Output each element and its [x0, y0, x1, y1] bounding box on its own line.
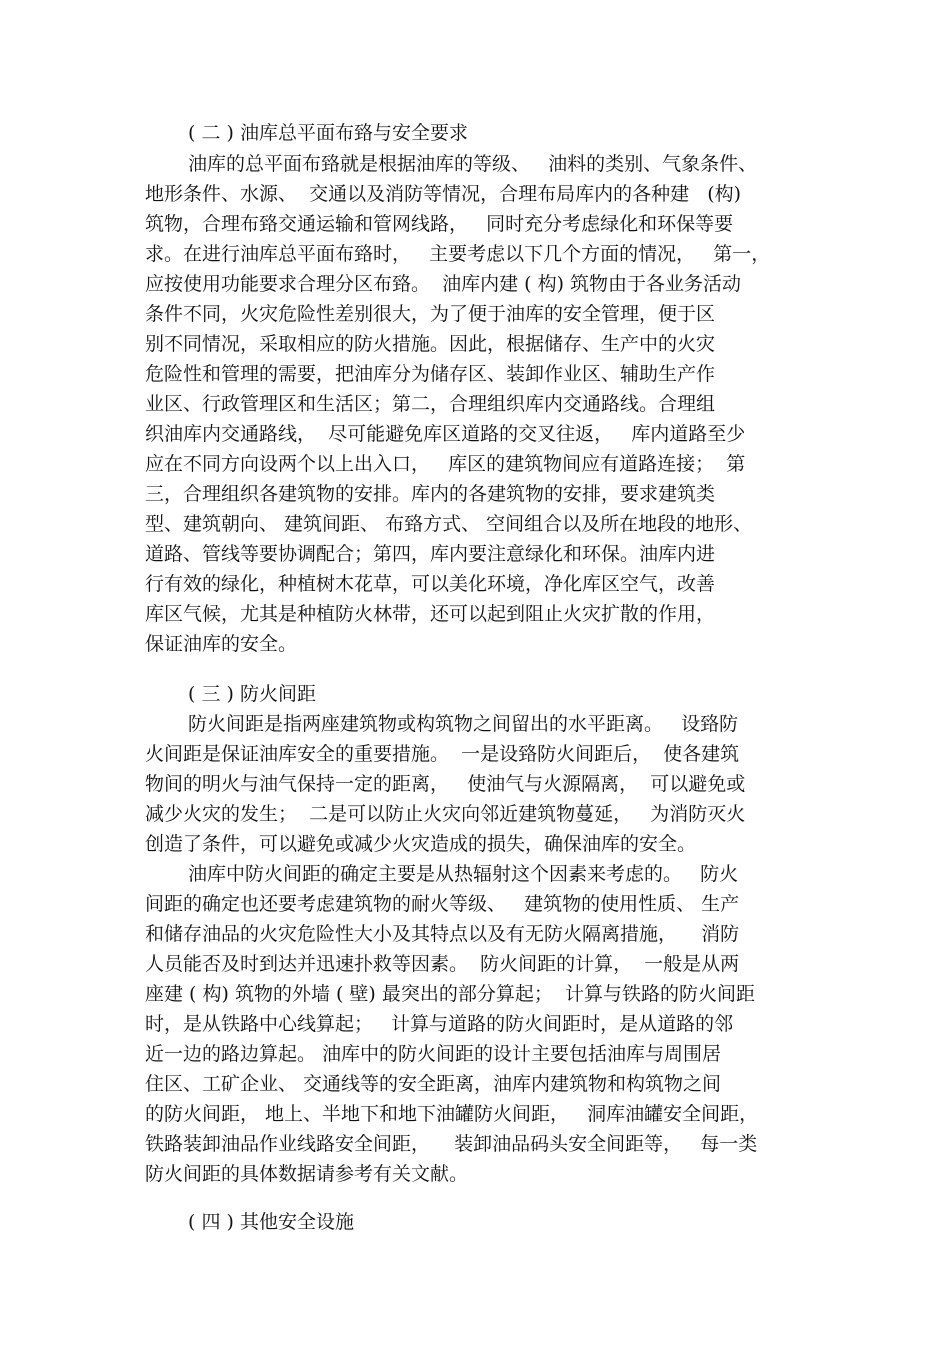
- paragraph-line: 铁路装卸油品作业线路安全间距， 装卸油品码头安全间距等， 每一类: [145, 1133, 758, 1155]
- paragraph-line: 地形条件、水源、 交通以及消防等情况，合理布局库内的各种建 (构): [145, 183, 742, 205]
- paragraph-line: 筑物，合理布臵交通运输和管网线路， 同时充分考虑绿化和环保等要: [145, 213, 734, 235]
- paragraph-line: 油库的总平面布臵就是根据油库的等级、 油料的类别、气象条件、: [188, 153, 758, 175]
- paragraph-line: 求。在进行油库总平面布臵时， 主要考虑以下几个方面的情况， 第一，: [145, 243, 771, 265]
- paragraph-line: 油库中防火间距的确定主要是从热辐射这个因素来考虑的。 防火: [188, 863, 739, 885]
- paragraph-line: 库区气候，尤其是种植防火林带，还可以起到阻止火灾扩散的作用，: [145, 603, 716, 625]
- paragraph-line: 道路、管线等要协调配合；第四，库内要注意绿化和环保。油库内进: [145, 543, 716, 565]
- paragraph-line: 危险性和管理的需要，把油库分为储存区、装卸作业区、辅助生产作: [145, 363, 716, 385]
- paragraph-line: 型、建筑朝向、 建筑间距、 布臵方式、 空间组合以及所在地段的地形、: [145, 513, 753, 535]
- paragraph-line: 应按使用功能要求合理分区布臵。 油库内建 ( 构) 筑物由于各业务活动: [145, 273, 742, 295]
- paragraph-line: 行有效的绿化，种植树木花草，可以美化环境，净化库区空气，改善: [145, 573, 716, 595]
- paragraph-line: 防火间距是指两座建筑物或构筑物之间留出的水平距离。 设臵防: [188, 713, 739, 735]
- paragraph-line: 条件不同，火灾危险性差别很大，为了便于油库的安全管理，便于区: [145, 303, 716, 325]
- paragraph-line: 间距的确定也还要考虑建筑物的耐火等级、 建筑物的使用性质、 生产: [145, 893, 740, 915]
- paragraph-line: 和储存油品的火灾危险性大小及其特点以及有无防火隔离措施， 消防: [145, 923, 740, 945]
- paragraph-line: 的防火间距， 地上、半地下和地下油罐防火间距， 洞库油罐安全间距，: [145, 1103, 759, 1125]
- paragraph-line: 三，合理组织各建筑物的安排。库内的各建筑物的安排，要求建筑类: [145, 483, 716, 505]
- paragraph-line: 应在不同方向设两个以上出入口， 库区的建筑物间应有道路连接； 第: [145, 453, 746, 475]
- section-heading: ( 二 ) 油库总平面布臵与安全要求: [188, 122, 468, 144]
- paragraph-line: 人员能否及时到达并迅速扑救等因素。 防火间距的计算， 一般是从两: [145, 953, 740, 975]
- paragraph-line: 创造了条件，可以避免或减少火灾造成的损失，确保油库的安全。: [145, 833, 697, 855]
- paragraph-line: 防火间距的具体数据请参考有关文献。: [145, 1163, 469, 1185]
- paragraph-line: 座建 ( 构) 筑物的外墙 ( 壁) 最突出的部分算起； 计算与铁路的防火间距: [145, 983, 755, 1005]
- paragraph-line: 别不同情况，采取相应的防火措施。因此，根据储存、生产中的火灾: [145, 333, 716, 355]
- paragraph-line: 业区、行政管理区和生活区；第二，合理组织库内交通路线。合理组: [145, 393, 716, 415]
- paragraph-line: 织油库内交通路线， 尽可能避免库区道路的交叉往返， 库内道路至少: [145, 423, 746, 445]
- paragraph-line: 物间的明火与油气保持一定的距离， 使油气与火源隔离， 可以避免或: [145, 773, 746, 795]
- paragraph-line: 保证油库的安全。: [145, 633, 298, 655]
- paragraph-line: 火间距是保证油库安全的重要措施。 一是设臵防火间距后， 使各建筑: [145, 743, 740, 765]
- section-heading: ( 四 ) 其他安全设施: [188, 1211, 354, 1233]
- paragraph-line: 住区、工矿企业、 交通线等的安全距离，油库内建筑物和构筑物之间: [145, 1073, 722, 1095]
- section-heading: ( 三 ) 防火间距: [188, 683, 316, 705]
- paragraph-line: 时，是从铁路中心线算起； 计算与道路的防火间距时，是从道路的邻: [145, 1013, 734, 1035]
- paragraph-line: 近一边的路边算起。 油库中的防火间距的设计主要包括油库与周围居: [145, 1043, 722, 1065]
- paragraph-line: 减少火灾的发生； 二是可以防止火灾向邻近建筑物蔓延， 为消防灭火: [145, 803, 746, 825]
